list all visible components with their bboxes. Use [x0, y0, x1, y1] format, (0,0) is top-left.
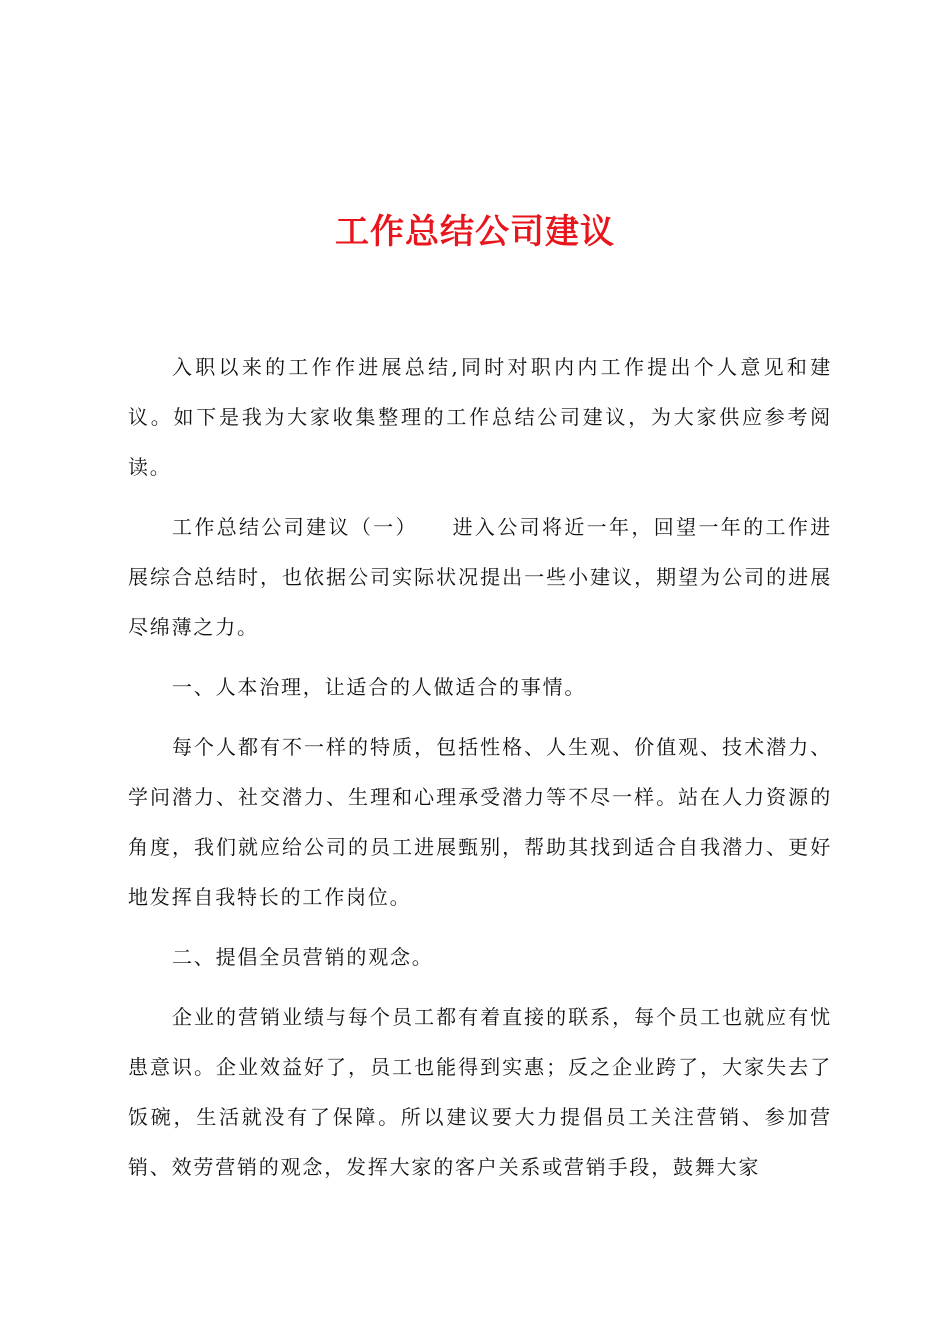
paragraph-all-staff-marketing: 企业的营销业绩与每个员工都有着直接的联系，每个员工也就应有忧患意识。企业效益好了，员工也能得到实惠；反之企业跨了，大家失去了饭碗，生活就没有了保障。所以建议要大力提倡员工关注营销、参加营销、效劳营销的观念，发挥大家的客户关系或营销手段，鼓舞大家: [128, 1005, 832, 1179]
document-title: 工作总结公司建议: [335, 212, 615, 252]
heading-people-management: 一、人本治理，让适合的人做适合的事情。: [172, 675, 587, 699]
paragraph-suggestion-one: 工作总结公司建议（一） 进入公司将近一年，回望一年的工作进展综合总结时，也依据公司实际状况提出一些小建议，期望为公司的进展尽绵薄之力。: [128, 515, 832, 639]
document-body: [128, 342, 832, 1192]
paragraph-intro: 入职以来的工作作进展总结,同时对职内内工作提出个人意见和建议。如下是我为大家收集整理的工作总结公司建议，为大家供应参考阅读。: [128, 355, 832, 479]
paragraph-people-management: 每个人都有不一样的特质，包括性格、人生观、价值观、技术潜力、学问潜力、社交潜力、生理和心理承受潜力等不尽一样。站在人力资源的角度，我们就应给公司的员工进展甄别，帮助其找到适合自我潜力、更好地发挥自我特长的工作岗位。: [128, 735, 832, 909]
heading-all-staff-marketing: 二、提倡全员营销的观念。: [172, 945, 434, 969]
